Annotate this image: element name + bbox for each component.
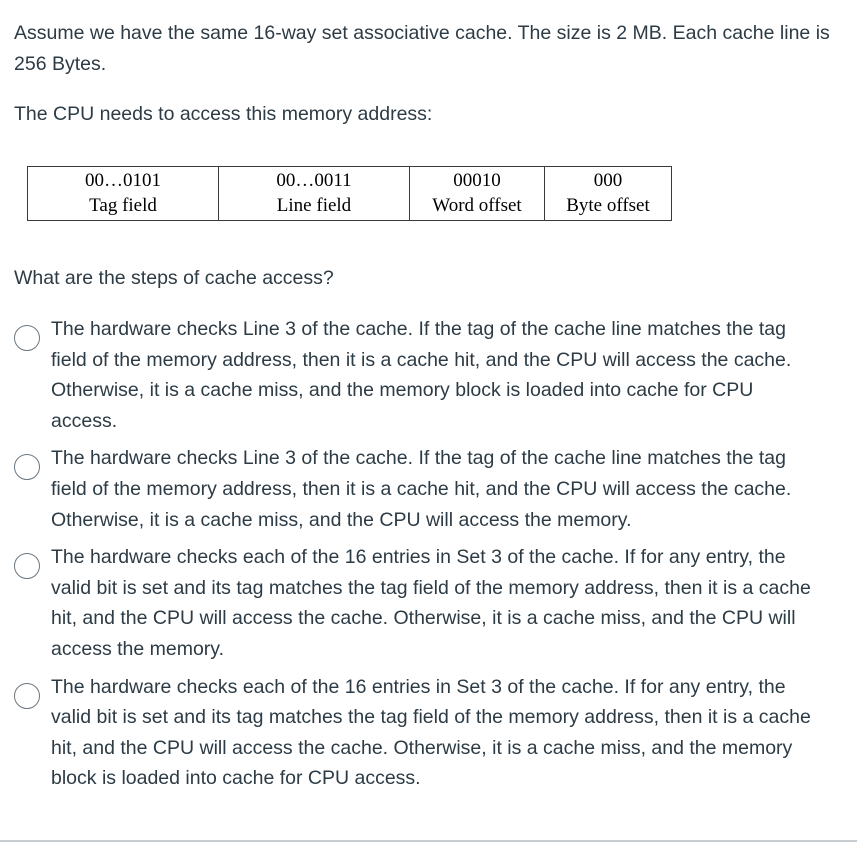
line-field-value: 00…0011 (276, 170, 352, 191)
byte-offset-label: Byte offset (566, 195, 650, 216)
intro-text: Assume we have the same 16-way set associative cache. The size is 2 MB. Each cache line is 256 Bytes. (14, 22, 830, 75)
answer-option-3-text: The hardware checks each of the 16 entries in Set 3 of the cache. If for any entry, the valid bit is set and its tag matches the tag field of the memory address, then it is a cache hit, and the CPU will access the cache. Otherwise, it is a cache miss, and the CPU will access the memory. (51, 546, 811, 660)
answer-option-4[interactable] (14, 672, 814, 794)
answer-option-1-text: The hardware checks Line 3 of the cache. If the tag of the cache line matches the tag field of the memory address, then it is a cache hit, and the CPU will access the cache. Otherwise, it is a cache miss, and the memory block is loaded into cache for CPU access. (51, 318, 792, 432)
answer-option-1[interactable] (14, 314, 814, 436)
answer-options (14, 314, 814, 801)
radio-button-3[interactable] (14, 553, 40, 579)
address-fields-row (28, 167, 672, 221)
radio-button-2[interactable] (14, 454, 40, 480)
word-offset-value: 00010 (453, 170, 501, 191)
bottom-divider (0, 840, 857, 842)
word-offset-label: Word offset (432, 195, 522, 216)
line-field-cell (219, 167, 410, 221)
radio-button-1[interactable] (14, 325, 40, 351)
tag-field-label: Tag field (89, 195, 157, 216)
question-intro (14, 18, 834, 80)
tag-field-value: 00…0101 (85, 170, 161, 191)
answer-option-3[interactable] (14, 542, 814, 664)
question-text: What are the steps of cache access? (14, 267, 334, 289)
line-field-label: Line field (276, 195, 352, 216)
byte-offset-value: 000 (593, 170, 623, 191)
answer-option-2[interactable] (14, 443, 814, 535)
byte-offset-cell (545, 167, 672, 221)
memory-address-table (27, 166, 672, 221)
answer-option-2-text: The hardware checks Line 3 of the cache. If the tag of the cache line matches the tag field of the memory address, then it is a cache hit, and the CPU will access the cache. Otherwise, it is a cache miss, and the CPU will access the memory. (51, 447, 792, 531)
radio-button-4[interactable] (14, 683, 40, 709)
tag-field-cell (28, 167, 219, 221)
address-prompt: The CPU needs to access this memory address: (14, 103, 433, 125)
answer-option-4-text: The hardware checks each of the 16 entries in Set 3 of the cache. If for any entry, the valid bit is set and its tag matches the tag field of the memory address, then it is a cache hit, and the CPU will access the cache. Otherwise, it is a cache miss, and the memory block is loaded into cache for CPU access. (51, 675, 811, 790)
word-offset-cell (410, 167, 545, 221)
